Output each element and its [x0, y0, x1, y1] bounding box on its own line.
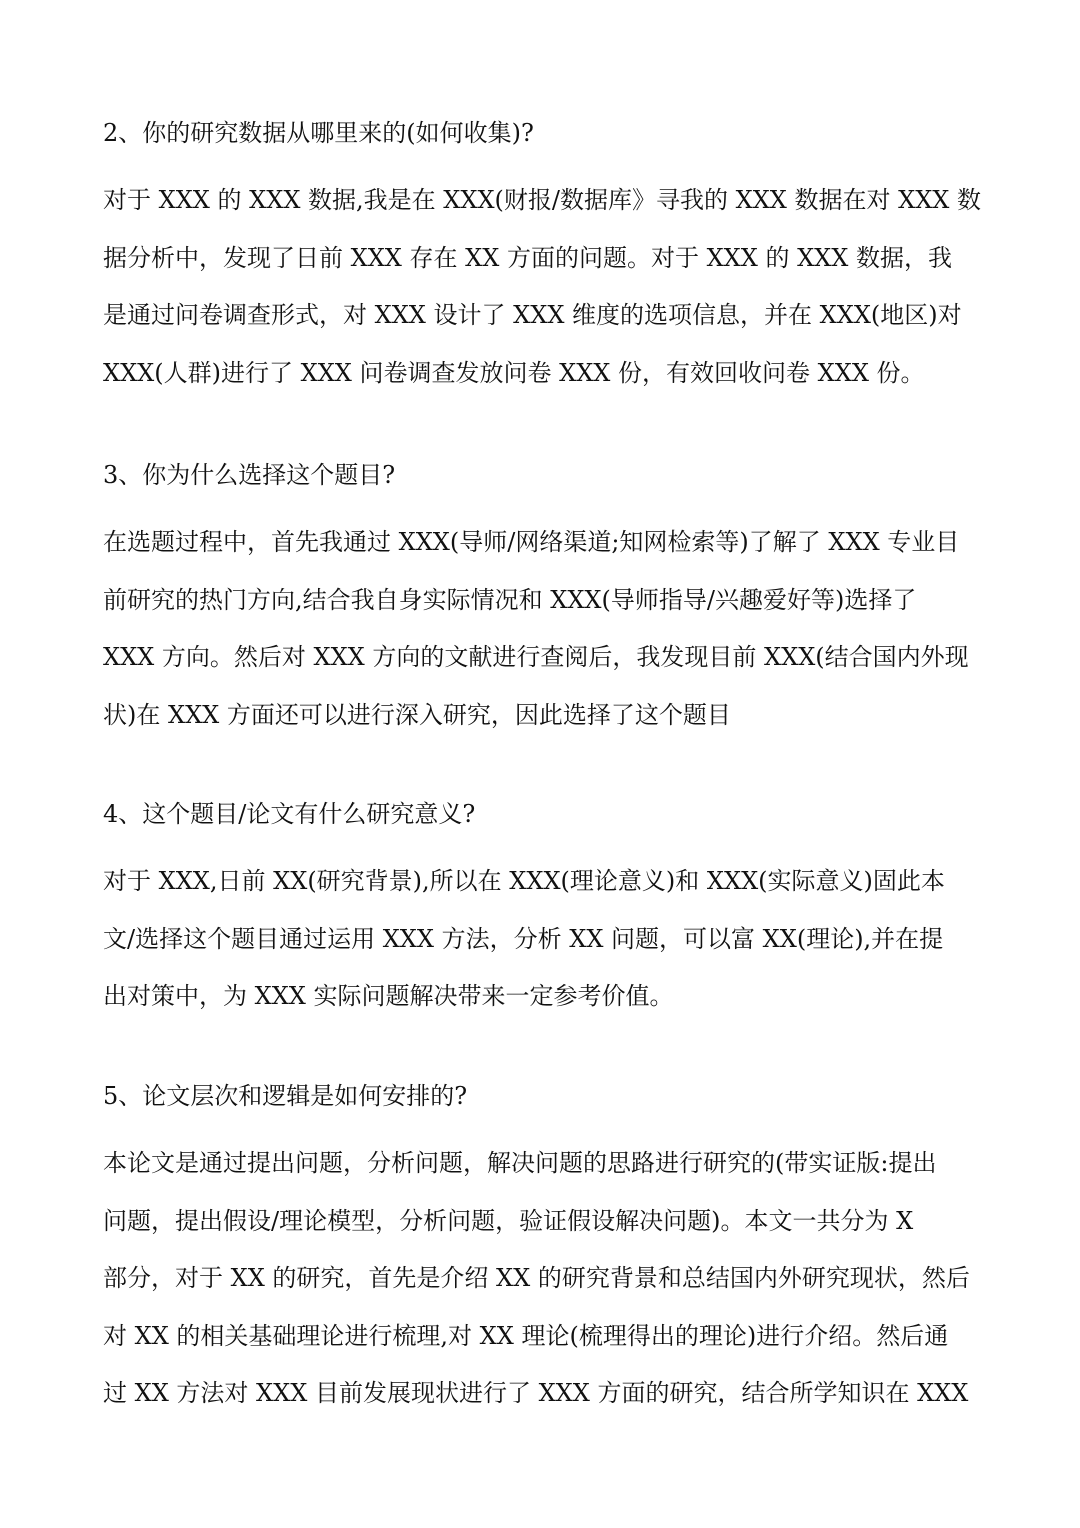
- answer-line: 是通过问卷调查形式，对 XXX 设计了 XXX 维度的选项信息，并在 XXX(地区)对: [103, 301, 962, 329]
- answer-paragraph: [103, 172, 983, 402]
- question-heading: 4、这个题目/论文有什么研究意义?: [103, 800, 476, 828]
- answer-line: 在选题过程中，首先我通过 XXX(导师/网络渠道;知网检索等)了解了 XXX 专业目: [103, 528, 960, 556]
- answer-line: 据分析中，发现了日前 XXX 存在 XX 方面的问题。对于 XXX 的 XXX 数据，我: [103, 243, 952, 272]
- answer-line: 状)在 XXX 方面还可以进行深入研究，因此选择了这个题目: [103, 700, 731, 729]
- answer-line: XXX(人群)进行了 XXX 问卷调查发放问卷 XXX 份，有效回收问卷 XXX 份。: [103, 358, 925, 387]
- question-heading: 2、你的研究数据从哪里来的(如何收集)?: [103, 119, 534, 147]
- answer-line: XXX 方向。然后对 XXX 方向的文献进行查阅后，我发现目前 XXX(结合国内外现: [103, 643, 969, 671]
- section-q2: [103, 117, 983, 402]
- answer-line: 本论文是通过提出问题，分析问题，解决问题的思路进行研究的(带实证版:提出: [103, 1149, 937, 1177]
- answer-paragraph: [103, 1135, 983, 1423]
- answer-line: 问题，提出假设/理论模型，分析问题，验证假设解决问题)。本文一共分为 X: [103, 1206, 914, 1235]
- section-q5: [103, 1080, 983, 1423]
- answer-line: 过 XX 方法对 XXX 目前发展现状进行了 XXX 方面的研究，结合所学知识在 XXX: [103, 1379, 969, 1407]
- answer-line: 出对策中，为 XXX 实际问题解决带来一定参考价值。: [103, 982, 674, 1010]
- answer-line: 对于 XXX,日前 XX(研究背景),所以在 XXX(理论意义)和 XXX(实际意义)固此本: [103, 867, 945, 895]
- section-q4: [103, 798, 983, 1026]
- answer-line: 对 XX 的相关基础理论进行梳理,对 XX 理论(梳理得出的理论)进行介绍。然后通: [103, 1321, 949, 1350]
- question-heading: 3、你为什么选择这个题目?: [103, 461, 396, 489]
- answer-line: 文/选择这个题目通过运用 XXX 方法，分析 XX 问题，可以富 XX(理论),并在提: [103, 924, 944, 953]
- answer-line: 对于 XXX 的 XXX 数据,我是在 XXX(财报/数据库》寻我的 XXX 数据在对 XXX 数: [103, 186, 982, 214]
- answer-line: 部分，对于 XX 的研究，首先是介绍 XX 的研究背景和总结国内外研究现状，然后: [103, 1264, 970, 1292]
- question-heading: 5、论文层次和逻辑是如何安排的?: [103, 1082, 468, 1110]
- section-q3: [103, 459, 983, 744]
- answer-paragraph: [103, 514, 983, 744]
- answer-line: 前研究的热门方向,结合我自身实际情况和 XXX(导师指导/兴趣爱好等)选择了: [103, 585, 917, 614]
- answer-paragraph: [103, 853, 983, 1026]
